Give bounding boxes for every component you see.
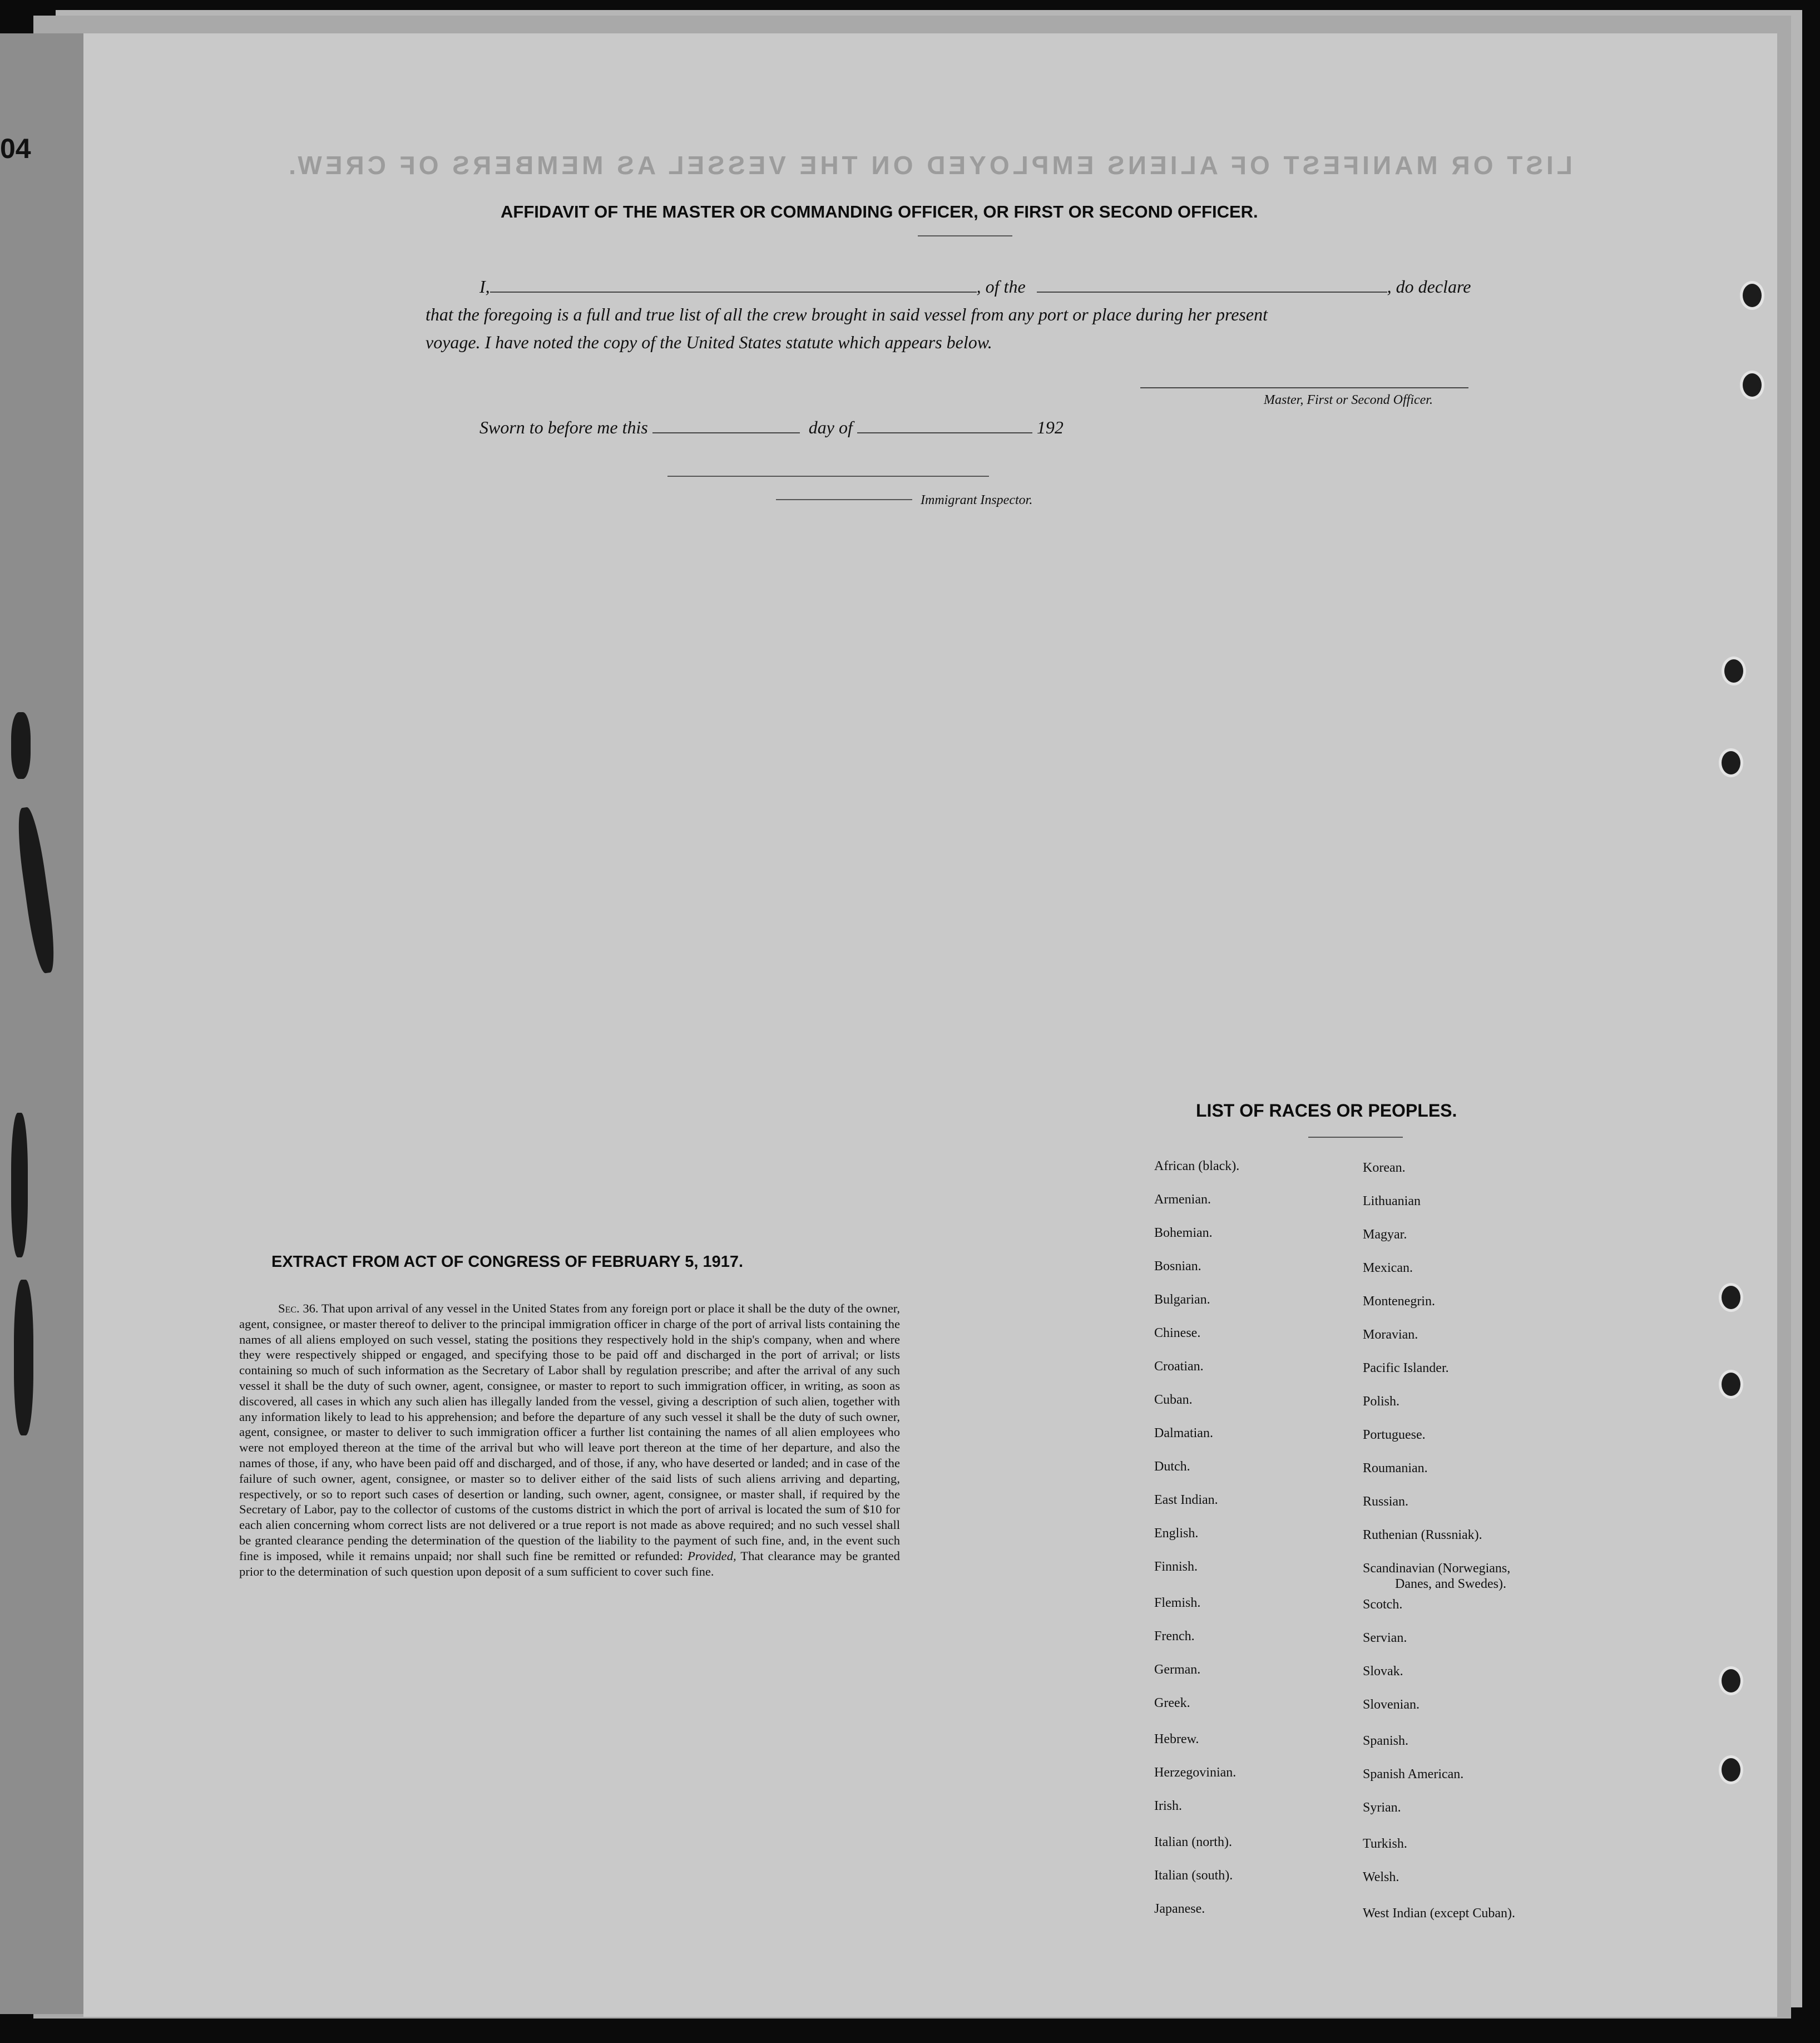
race-item: Russian.: [1363, 1494, 1409, 1509]
race-item: East Indian.: [1154, 1493, 1218, 1507]
race-item: Montenegrin.: [1363, 1294, 1435, 1309]
binder-hole: [1719, 1370, 1743, 1399]
race-item: Flemish.: [1154, 1596, 1201, 1610]
race-item: Syrian.: [1363, 1800, 1401, 1815]
races-underline: [1308, 1137, 1403, 1138]
extract-body: [239, 1301, 900, 1579]
bleed-through-header: LIST OR MANIFEST OF ALIENS EMPLOYED ON THE VESSEL AS MEMBERS OF CREW.: [285, 151, 1572, 180]
race-item: Bulgarian.: [1154, 1292, 1210, 1307]
sworn-line: [479, 417, 1064, 438]
page-number: 04: [0, 133, 31, 164]
document-page: [83, 33, 1777, 2017]
race-item: Irish.: [1154, 1799, 1182, 1813]
race-item: Turkish.: [1363, 1837, 1407, 1851]
extract-text-end: That clearance may be granted prior to the determination of such question upon deposit of a sum sufficient to cover such fine.: [239, 1548, 900, 1578]
race-item: Roumanian.: [1363, 1461, 1428, 1476]
race-item: African (black).: [1154, 1159, 1240, 1173]
i-label: I,: [479, 277, 490, 297]
race-item: Hebrew.: [1154, 1732, 1199, 1746]
race-item: German.: [1154, 1662, 1201, 1677]
extract-text: That upon arrival of any vessel in the United States from any foreign port or place it shall be the duty of the owner, agent, consignee, or master thereof to deliver to the principal immigration officer in charge of the port of arrival lists containing the names of all aliens employed on such vessel, stating the positions they respectively hold in the ship's company, when and where they were respectively shipped or engaged, and specifying those to be paid off and discharged in the port of arrival; or lists containing so much of such information as the Secretary of Labor shall by regulation prescribe; and after the arrival of any such vessel it shall be the duty of such owner, agent, consignee, or master to report to such immigration officer, in writing, as soon as discovered, all cases in which any such alien has illegally landed from the vessel, giving a description of such alien, together with any information likely to lead to his apprehension; and before the departure of any such vessel it shall be the duty of such owner, agent, consignee, or master to deliver to such immigration officer a further list containing the names of all alien employees who were not employed thereon at the time of the arrival but who will leave port thereon at the time of her departure, and also the names of those, if any, who have been paid off and discharged, and of those, if any, who have deserted or landed; and in case of the failure of such owner, agent, consignee, or master so to deliver either of the said lists of such aliens arriving and departing, respectively, or so to report such cases of desertion or landing, such owner, agent, consignee, or master shall, if required by the Secretary of Labor, pay to the collector of customs of the customs district in which the port of arrival is located the sum of $10 for each alien concerning whom correct lists are not delivered or a true report is not made as above required; and no such vessel shall be granted clearance pending the determination of the question of the liability to the payment of such fine, and, in the event such fine is imposed, while it remains unpaid; nor shall such fine be remitted or refunded:: [239, 1301, 900, 1563]
binder-hole: [1722, 657, 1746, 685]
name-field[interactable]: [490, 277, 977, 293]
race-item: Croatian.: [1154, 1359, 1204, 1374]
race-item: Finnish.: [1154, 1560, 1198, 1574]
vessel-field[interactable]: [1037, 277, 1387, 293]
day-of-label: day of: [808, 417, 853, 437]
affidavit-line1: [479, 277, 1471, 297]
race-item: Polish.: [1363, 1394, 1400, 1409]
do-declare-label: , do declare: [1387, 277, 1471, 297]
day-field[interactable]: [652, 418, 800, 433]
sworn-label: Sworn to before me this: [479, 417, 648, 437]
race-item: Pacific Islander.: [1363, 1361, 1449, 1375]
race-item: Portuguese.: [1363, 1428, 1426, 1442]
race-item: Armenian.: [1154, 1192, 1211, 1207]
race-item: Servian.: [1363, 1631, 1407, 1645]
race-item: Bosnian.: [1154, 1259, 1201, 1274]
race-item: West Indian (except Cuban).: [1363, 1906, 1515, 1921]
signer-caption: Master, First or Second Officer.: [1264, 393, 1433, 407]
binder-hole: [1719, 1283, 1743, 1312]
binder-hole: [1719, 748, 1743, 777]
handwriting-mark: [14, 1280, 33, 1435]
race-item: Welsh.: [1363, 1870, 1399, 1884]
race-item: Ruthenian (Russniak).: [1363, 1528, 1482, 1542]
binder-hole: [1719, 1755, 1743, 1784]
race-item: Magyar.: [1363, 1227, 1407, 1242]
race-item: Herzegovinian.: [1154, 1765, 1237, 1780]
section-label: Sec. 36.: [278, 1301, 319, 1315]
race-item: Dutch.: [1154, 1459, 1190, 1474]
binder-hole: [1740, 371, 1764, 399]
race-item: Scandinavian (Norwegians,: [1363, 1561, 1511, 1576]
inspector-short-line: [776, 499, 912, 500]
inspector-caption: Immigrant Inspector.: [921, 493, 1033, 507]
race-item: English.: [1154, 1526, 1199, 1541]
race-item: Cuban.: [1154, 1393, 1193, 1407]
race-item: Spanish.: [1363, 1734, 1409, 1748]
binder-hole: [1719, 1666, 1743, 1695]
races-title: LIST OF RACES OR PEOPLES.: [1196, 1101, 1457, 1121]
race-item: Bohemian.: [1154, 1226, 1213, 1240]
race-item: Lithuanian: [1363, 1194, 1421, 1208]
race-item: Slovenian.: [1363, 1697, 1420, 1712]
race-item: Spanish American.: [1363, 1767, 1464, 1782]
month-field[interactable]: [857, 418, 1032, 433]
race-item: Scotch.: [1363, 1597, 1403, 1612]
extract-title: EXTRACT FROM ACT OF CONGRESS OF FEBRUARY 5, 1917.: [271, 1253, 744, 1271]
race-item: Italian (north).: [1154, 1835, 1232, 1849]
race-item-continuation: Danes, and Swedes).: [1395, 1577, 1506, 1591]
race-item: Greek.: [1154, 1696, 1190, 1710]
race-item: Italian (south).: [1154, 1868, 1233, 1883]
signature-field[interactable]: [1140, 373, 1468, 388]
race-item: French.: [1154, 1629, 1195, 1644]
handwriting-mark: [11, 1113, 28, 1257]
affidavit-line3: voyage. I have noted the copy of the United States statute which appears below.: [426, 332, 992, 352]
of-the-label: , of the: [976, 277, 1026, 297]
left-page-edge: [0, 33, 83, 2014]
inspector-signature-line[interactable]: [667, 476, 989, 477]
race-item: Korean.: [1363, 1161, 1406, 1175]
race-item: Moravian.: [1363, 1328, 1418, 1342]
affidavit-line2: that the foregoing is a full and true list of all the crew brought in said vessel from any port or place during her present: [426, 304, 1268, 324]
race-item: Japanese.: [1154, 1902, 1205, 1916]
binder-hole: [1740, 281, 1764, 310]
provided-word: Provided,: [688, 1548, 736, 1563]
handwriting-mark: [11, 712, 31, 779]
race-item: Mexican.: [1363, 1261, 1413, 1275]
affidavit-title: AFFIDAVIT OF THE MASTER OR COMMANDING OFFICER, OR FIRST OR SECOND OFFICER.: [501, 202, 1258, 221]
race-item: Dalmatian.: [1154, 1426, 1213, 1440]
race-item: Slovak.: [1363, 1664, 1403, 1679]
year-label: 192: [1036, 417, 1064, 437]
race-item: Chinese.: [1154, 1326, 1201, 1340]
title-underline: [918, 235, 1012, 236]
